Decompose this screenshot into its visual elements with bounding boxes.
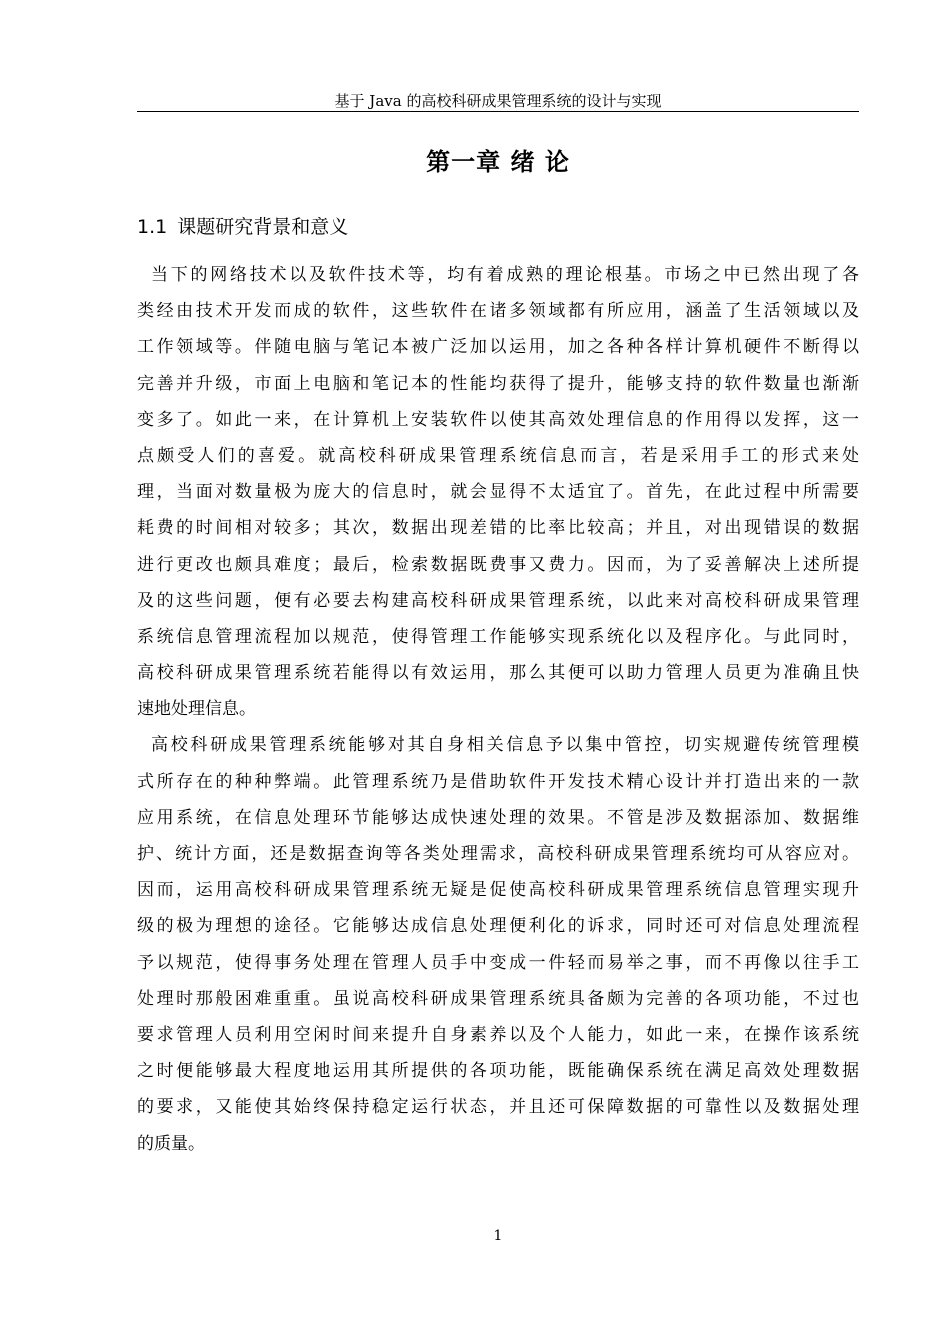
paragraph-1 [137, 257, 859, 727]
section-title: 课题研究背景和意义 [177, 216, 349, 238]
section-number: 1.1 [137, 216, 168, 238]
page-number: 1 [493, 1228, 503, 1244]
text-line: 工作领域等。伴随电脑与笔记本被广泛加以运用，加之各种各样计算机硬件不断得以 [137, 337, 859, 358]
text-line: 处理时那般困难重重。虽说高校科研成果管理系统具备颇为完善的各项功能，不过也 [137, 988, 859, 1009]
chapter-title: 第一章 绪 论 [426, 148, 570, 176]
text-line: 高校科研成果管理系统若能得以有效运用，那么其便可以助力管理人员更为准确且快 [137, 663, 859, 684]
text-line: 变多了。如此一来，在计算机上安装软件以使其高效处理信息的作用得以发挥，这一 [137, 409, 859, 430]
text-line: 进行更改也颇具难度；最后，检索数据既费事又费力。因而，为了妥善解决上述所提 [137, 554, 859, 575]
text-line: 高校科研成果管理系统能够对其自身相关信息予以集中管控，切实规避传统管理模 [151, 735, 859, 756]
text-line: 点颇受人们的喜爱。就高校科研成果管理系统信息而言，若是采用手工的形式来处 [137, 445, 859, 466]
text-line: 级的极为理想的途径。它能够达成信息处理便利化的诉求，同时还可对信息处理流程 [137, 916, 859, 937]
text-line: 的要求，又能使其始终保持稳定运行状态，并且还可保障数据的可靠性以及数据处理 [137, 1097, 859, 1118]
text-line: 要求管理人员利用空闲时间来提升自身素养以及个人能力，如此一来，在操作该系统 [137, 1024, 859, 1045]
section-heading [137, 213, 859, 241]
text-line: 耗费的时间相对较多；其次，数据出现差错的比率比较高；并且，对出现错误的数据 [137, 518, 859, 539]
text-line: 及的这些问题，便有必要去构建高校科研成果管理系统，以此来对高校科研成果管理 [137, 590, 859, 611]
text-line: 之时便能够最大程度地运用其所提供的各项功能，既能确保系统在满足高效处理数据 [137, 1061, 859, 1082]
text-line: 予以规范，使得事务处理在管理人员手中变成一件轻而易举之事，而不再像以往手工 [137, 952, 859, 973]
text-line: 类经由技术开发而成的软件，这些软件在诸多领域都有所应用，涵盖了生活领域以及 [137, 301, 859, 322]
text-line: 护、统计方面，还是数据查询等各类处理需求，高校科研成果管理系统均可从容应对。 [137, 844, 859, 864]
text-line: 当下的网络技术以及软件技术等，均有着成熟的理论根基。市场之中已然出现了各 [151, 265, 859, 285]
text-line: 理，当面对数量极为庞大的信息时，就会显得不太适宜了。首先，在此过程中所需要 [137, 482, 859, 503]
running-header: 基于 Java 的高校科研成果管理系统的设计与实现 [334, 92, 662, 110]
text-line: 应用系统，在信息处理环节能够达成快速处理的效果。不管是涉及数据添加、数据维 [137, 807, 859, 828]
header-rule [137, 111, 859, 112]
text-line: 式所存在的种种弊端。此管理系统乃是借助软件开发技术精心设计并打造出来的一款 [137, 771, 859, 792]
text-line: 的质量。 [137, 1133, 205, 1154]
text-line: 速地处理信息。 [137, 699, 256, 720]
paragraph-2 [137, 727, 859, 1161]
text-line: 完善并升级，市面上电脑和笔记本的性能均获得了提升，能够支持的软件数量也渐渐 [137, 373, 859, 394]
text-line: 因而，运用高校科研成果管理系统无疑是促使高校科研成果管理系统信息管理实现升 [137, 880, 859, 901]
body-text [137, 257, 859, 1162]
text-line: 系统信息管理流程加以规范，使得管理工作能够实现系统化以及程序化。与此同时， [137, 626, 859, 647]
